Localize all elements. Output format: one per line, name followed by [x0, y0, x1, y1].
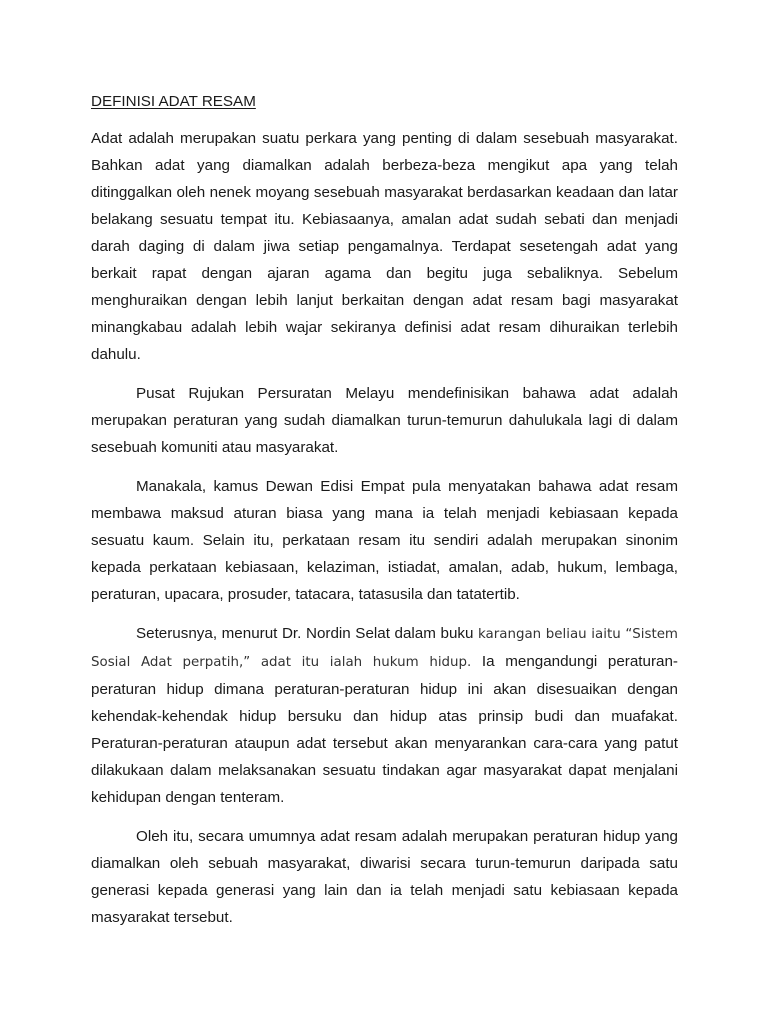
paragraph-conclusion: Oleh itu, secara umumnya adat resam adalah merupakan peraturan hidup yang diamalkan oleh sebuah masyarakat, diwarisi secara turun-temurun daripada satu generasi kepada generasi yang lain dan ia telah menjadi satu kebiasaan kepada masyarakat tersebut.	[91, 828, 678, 926]
paragraph-kamus-dewan: Manakala, kamus Dewan Edisi Empat pula menyatakan bahawa adat resam membawa maksud aturan biasa yang mana ia telah menjadi kebiasaan kepada sesuatu kaum. Selain itu, perkataan resam itu sendiri adalah merupakan sinonim kepada perkataan kebiasaan, kelaziman, istiadat, amalan, adab, hukum, lembaga, peraturan, upacara, prosuder, tatacara, tatasusila dan tatatertib.	[91, 478, 678, 603]
paragraph-nordin-selat	[91, 620, 678, 811]
quoted-passage: karangan beliau iaitu “Sistem Sosial Adat perpatih,” adat itu ialah hukum hidup.	[91, 627, 678, 670]
paragraph-text-end: Ia mengandungi peraturan-peraturan hidup dimana peraturan-peraturan hidup ini akan disesuaikan dengan kehendak-kehendak hidup bersuku dan hidup atas prinsip budi dan muafakat. Peraturan-peraturan ataupun adat tersebut akan menyarankan cara-cara yang patut dilakukaan dalam melaksanakan sesuatu tindakan agar masyarakat dapat menjalani kehidupan dengan tenteram.	[91, 653, 678, 806]
document-title: DEFINISI ADAT RESAM	[91, 93, 256, 110]
paragraph-pusat-rujukan: Pusat Rujukan Persuratan Melayu mendefinisikan bahawa adat adalah merupakan peraturan yang sudah diamalkan turun-temurun dahulukala lagi di dalam sesebuah komuniti atau masyarakat.	[91, 385, 678, 456]
paragraph-text-start: Seterusnya, menurut Dr. Nordin Selat dalam buku	[136, 625, 479, 642]
paragraph-intro: Adat adalah merupakan suatu perkara yang penting di dalam sesebuah masyarakat. Bahkan adat yang diamalkan adalah berbeza-beza mengikut apa yang telah ditinggalkan oleh nenek moyang sesebuah masyarakat berdasarkan keadaan dan latar belakang sesuatu tempat itu. Kebiasaanya, amalan adat sudah sebati dan menjadi darah daging di dalam jiwa setiap pengamalnya. Terdapat sesetengah adat yang berkait rapat dengan ajaran agama dan begitu juga sebaliknya. Sebelum menghuraikan dengan lebih lanjut berkaitan dengan adat resam bagi masyarakat minangkabau adalah lebih wajar sekiranya definisi adat resam dihuraikan terlebih dahulu.	[91, 130, 678, 363]
document-page	[91, 88, 678, 943]
